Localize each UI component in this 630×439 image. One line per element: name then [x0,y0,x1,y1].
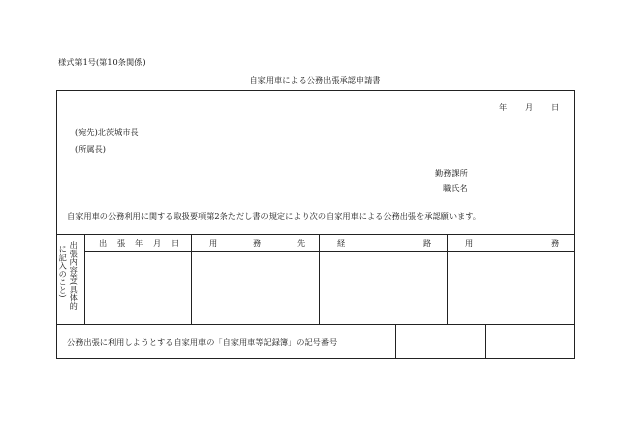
header-business-char-2: 務 [551,238,560,248]
application-form [56,90,575,359]
header-business-char-1: 用 [465,238,474,248]
trip-destination-cell[interactable] [192,252,319,324]
header-date-char-5: 日 [171,238,180,248]
trip-route-cell[interactable] [320,252,447,324]
department-head: (所属長) [75,144,106,154]
date-day: 日 [551,102,560,112]
request-statement: 自家用車の公務利用に関する取扱要項第2条ただし書の規定により次の自家用車による公務出張を承認願います。 [67,211,481,221]
header-route-char-2: 路 [423,238,432,248]
trip-details-label [57,235,84,323]
header-destination-char-1: 用 [209,238,218,248]
trip-business-cell[interactable] [448,252,574,324]
trip-details-label-line2: に記入のこと) [58,245,69,298]
document-title: 自家用車による公務出張承認申請書 [249,75,381,85]
header-date-char-3: 年 [135,238,144,248]
header-date-char-4: 月 [153,238,162,248]
trip-date-cell[interactable] [85,252,191,324]
applicant-name: 職氏名 [443,183,468,193]
header-date-char-2: 張 [117,238,126,248]
form-number: 様式第1号(第10条関係) [58,57,146,67]
date-year: 年 [499,102,508,112]
header-destination-char-2: 務 [253,238,262,248]
trip-table-top-border [57,234,574,235]
vehicle-record-number-cell-1[interactable] [396,325,485,358]
trip-details-label-line1: 出張内容等(具体的 [69,241,80,310]
vehicle-record-label: 公務出張に利用しようとする自家用車の「自家用車等記録簿」の記号番号 [67,337,338,347]
date-month: 月 [525,102,534,112]
header-date-char-1: 出 [99,238,108,248]
header-route-char-1: 経 [337,238,346,248]
vehicle-record-number-cell-2[interactable] [486,325,574,358]
header-destination-char-3: 先 [297,238,306,248]
addressee: (宛先)北茨城市長 [75,127,139,137]
applicant-department: 勤務課所 [435,168,468,178]
